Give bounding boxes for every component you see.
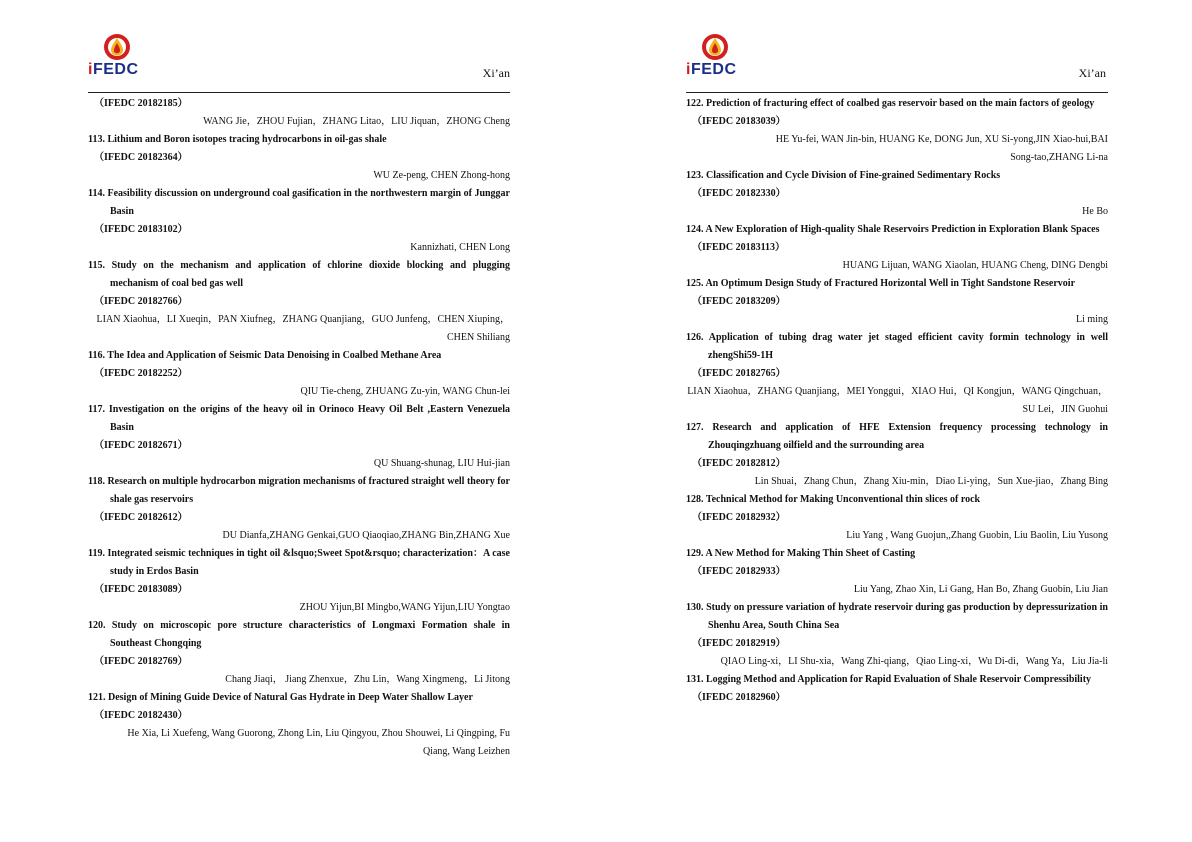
paper-title: 123. Classification and Cycle Division of Fine-grained Sedimentary Rocks (686, 170, 1001, 181)
paper-title: 126. Application of tubing drag water jet staged efficient cavity formin technology in well zhengShi59-1H (686, 332, 1108, 361)
paper-authors: HUANG Lijuan, WANG Xiaolan, HUANG Cheng, DING Dengbi (842, 260, 1108, 271)
paper-authors: QU Shuang-shunag, LIU Hui-jian (373, 458, 510, 469)
paper-entry (686, 545, 1108, 599)
paper-code: （IFEDC 20182960） (692, 692, 786, 703)
header-city: Xi’an (482, 66, 510, 80)
ifedc-logo (88, 32, 148, 78)
paper-entry (88, 545, 510, 617)
paper-authors: Qiang, Wang Leizhen (422, 746, 510, 757)
paper-title: 120. Study on microscopic pore structure characteristics of Longmaxi Formation shale in Southeast Chongqing (88, 620, 510, 649)
paper-title: 128. Technical Method for Making Unconventional thin slices of rock (686, 494, 981, 505)
paper-code: （IFEDC 20182364） (94, 152, 188, 163)
paper-authors: QIAO Ling-xi，LI Shu-xia，Wang Zhi-qiang，Qiao Ling-xi，Wu Di-di，Wang Ya，Liu Jia-li (720, 656, 1108, 667)
paper-code: （IFEDC 20182769） (94, 656, 188, 667)
header-rule (686, 92, 1108, 93)
logo-wordmark: iFEDC (88, 61, 139, 78)
paper-title: 125. An Optimum Design Study of Fractured Horizontal Well in Tight Sandstone Reservoir (686, 278, 1076, 289)
paper-title: 127. Research and application of HFE Extension frequency processing technology in Zhouqingzhuang oilfield and the surrounding area (686, 422, 1108, 451)
paper-title: 129. A New Method for Making Thin Sheet of Casting (686, 548, 916, 559)
oil-drop-logo-icon (698, 32, 732, 62)
paper-code: （IFEDC 20183113） (692, 242, 786, 253)
paper-authors: WANG Jie，ZHOU Fujian，ZHANG Litao，LIU Jiquan，ZHONG Cheng (203, 116, 510, 127)
paper-code: （IFEDC 20182765） (692, 368, 786, 379)
paper-title: 130. Study on pressure variation of hydrate reservoir during gas production by depressurization in Shenhu Area, South China Sea (686, 602, 1108, 631)
paper-authors: Li ming (1076, 314, 1108, 325)
paper-title: 117. Investigation on the origins of the heavy oil in Orinoco Heavy Oil Belt ,Eastern Venezuela Basin (88, 404, 510, 433)
paper-entry (686, 419, 1108, 491)
paper-entry (686, 167, 1108, 221)
paper-code: （IFEDC 20183209） (692, 296, 786, 307)
paper-entry (88, 185, 510, 257)
paper-authors: LIAN Xiaohua，ZHANG Quanjiang，MEI Yonggui，XIAO Hui，QI Kongjun，WANG Qingchuan， (687, 386, 1108, 397)
paper-title: 122. Prediction of fracturing effect of coalbed gas reservoir based on the main factors of geology (686, 98, 1095, 109)
paper-entry (88, 473, 510, 545)
paper-entry (686, 221, 1108, 275)
paper-code: （IFEDC 20183102） (94, 224, 188, 235)
paper-authors: ZHOU Yijun,BI Mingbo,WANG Yijun,LIU Yongtao (299, 602, 510, 613)
paper-code: （IFEDC 20182933） (692, 566, 786, 577)
paper-authors: Liu Yang, Zhao Xin, Li Gang, Han Bo, Zhang Guobin, Liu Jian (853, 584, 1108, 595)
paper-code: （IFEDC 20182430） (94, 710, 188, 721)
oil-drop-logo-icon (100, 32, 134, 62)
paper-code: （IFEDC 20183089） (94, 584, 188, 595)
paper-entry (686, 599, 1108, 671)
paper-title: 115. Study on the mechanism and application of chlorine dioxide blocking and plugging mechanism of coal bed gas well (88, 260, 510, 289)
paper-authors: He Xia, Li Xuefeng, Wang Guorong, Zhong Lin, Liu Qingyou, Zhou Shouwei, Li Qingping, Fu (127, 728, 510, 739)
paper-authors: SU Lei，JIN Guohui (1022, 404, 1108, 415)
paper-code: （IFEDC 20182185） (94, 98, 188, 109)
paper-entry (88, 401, 510, 473)
paper-authors: Lin Shuai，Zhang Chun，Zhang Xiu-min，Diao Li-ying，Sun Xue-jiao，Zhang Bing (754, 476, 1108, 487)
paper-authors: WU Ze-peng, CHEN Zhong-hong (373, 170, 510, 181)
ifedc-logo (686, 32, 746, 78)
paper-entry (88, 95, 510, 131)
paper-authors: Liu Yang , Wang Guojun,,Zhang Guobin, Liu Baolin, Liu Yusong (846, 530, 1108, 541)
paper-title: 131. Logging Method and Application for Rapid Evaluation of Shale Reservoir Compressibility (686, 674, 1092, 685)
paper-entry (686, 95, 1108, 167)
logo-wordmark: iFEDC (686, 61, 737, 78)
right-page (596, 0, 1192, 842)
paper-authors: DU Dianfa,ZHANG Genkai,GUO Qiaoqiao,ZHANG Bin,ZHANG Xue (222, 530, 510, 541)
paper-code: （IFEDC 20182766） (94, 296, 188, 307)
paper-title: 114. Feasibility discussion on underground coal gasification in the northwestern margin of Junggar Basin (88, 188, 510, 217)
paper-title: 124. A New Exploration of High-quality Shale Reservoirs Prediction in Exploration Blank Spaces (686, 224, 1100, 235)
paper-authors: Kannizhati, CHEN Long (410, 242, 510, 253)
paper-code: （IFEDC 20182330） (692, 188, 786, 199)
paper-code: （IFEDC 20182671） (94, 440, 188, 451)
paper-authors: HE Yu-fei, WAN Jin-bin, HUANG Ke, DONG Jun, XU Si-yong,JIN Xiao-hui,BAI (775, 134, 1108, 145)
paper-entry (686, 275, 1108, 329)
paper-title: 116. The Idea and Application of Seismic Data Denoising in Coalbed Methane Area (88, 350, 442, 361)
paper-title: 118. Research on multiple hydrocarbon migration mechanisms of fractured straight well theory for shale gas reservoirs (88, 476, 510, 505)
paper-authors: He Bo (1082, 206, 1108, 217)
paper-code: （IFEDC 20182612） (94, 512, 188, 523)
paper-code: （IFEDC 20182812） (692, 458, 786, 469)
paper-title: 113. Lithium and Boron isotopes tracing hydrocarbons in oil-gas shale (88, 134, 387, 145)
paper-entry (88, 257, 510, 347)
paper-authors: Song-tao,ZHANG Li-na (1010, 152, 1108, 163)
header-rule (88, 92, 510, 93)
paper-authors: Chang Jiaqi， Jiang Zhenxue，Zhu Lin，Wang Xingmeng，Li Jitong (225, 674, 510, 685)
paper-code: （IFEDC 20182932） (692, 512, 786, 523)
paper-entry (686, 491, 1108, 545)
paper-entry (88, 689, 510, 761)
paper-entry (686, 329, 1108, 419)
paper-list (88, 95, 510, 761)
header-city: Xi’an (1078, 66, 1106, 80)
paper-authors: QIU Tie-cheng, ZHUANG Zu-yin, WANG Chun-lei (300, 386, 510, 397)
paper-title: 121. Design of Mining Guide Device of Natural Gas Hydrate in Deep Water Shallow Layer (88, 692, 473, 703)
paper-list (686, 95, 1108, 707)
paper-authors: LIAN Xiaohua，LI Xueqin，PAN Xiufneg，ZHANG Quanjiang，GUO Junfeng，CHEN Xiuping， (96, 314, 510, 325)
paper-entry (88, 131, 510, 185)
paper-code: （IFEDC 20182252） (94, 368, 188, 379)
paper-title: 119. Integrated seismic techniques in tight oil &lsquo;Sweet Spot&rsquo; characterization：A case study in Erdos Basin (88, 548, 510, 577)
paper-entry (88, 347, 510, 401)
paper-code: （IFEDC 20182919） (692, 638, 786, 649)
paper-entry (88, 617, 510, 689)
paper-entry (686, 671, 1108, 707)
paper-code: （IFEDC 20183039） (692, 116, 786, 127)
paper-authors: CHEN Shiliang (446, 332, 510, 343)
